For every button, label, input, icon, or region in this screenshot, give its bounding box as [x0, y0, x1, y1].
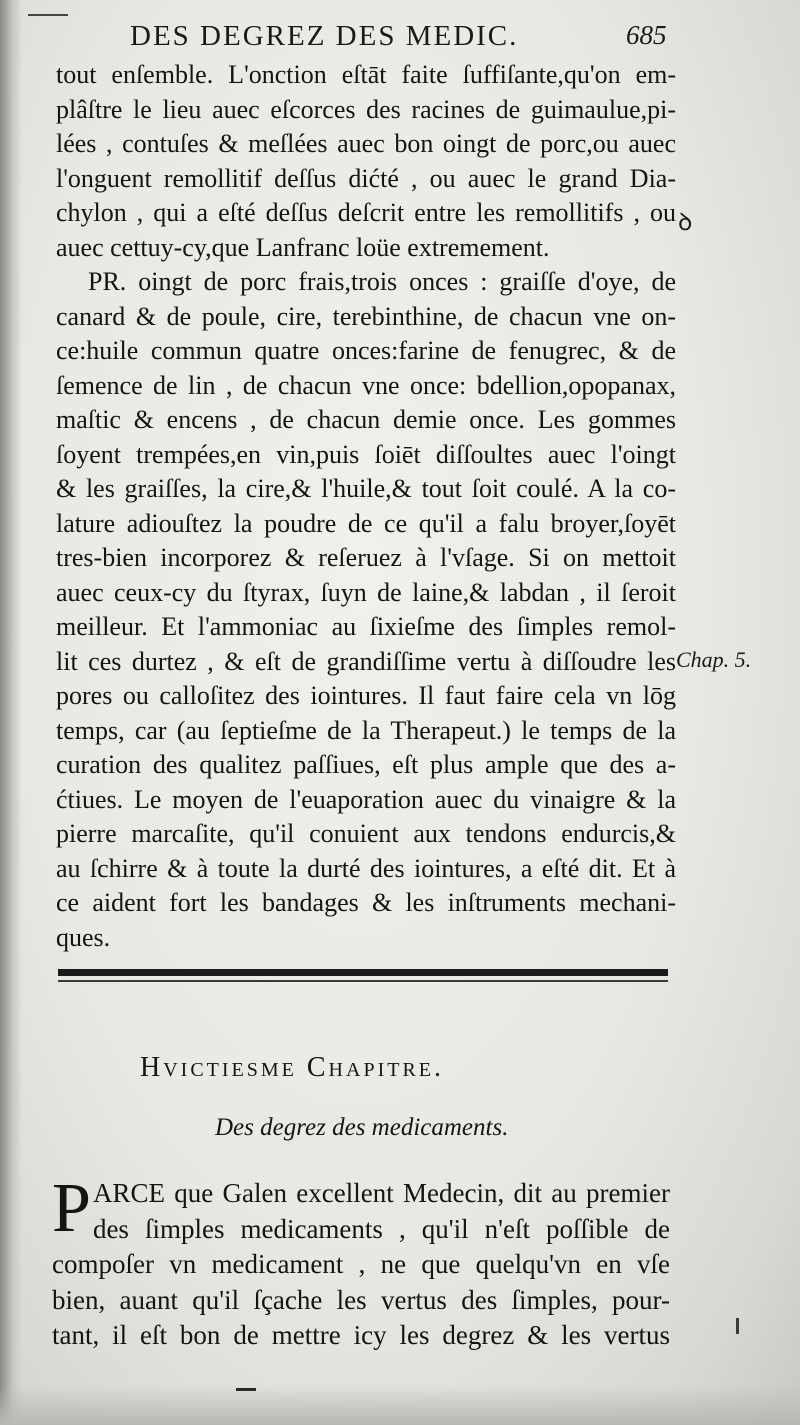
text-line: lées , contuſes & meſlées auec bon oingt de porc,ou auec — [56, 129, 676, 158]
text-line: des ſimples medicaments , qu'il n'eſt poſſible de — [92, 1213, 670, 1244]
text-line: ſoyent trempées,en vin,puis ſoiēt diſſoultes auec l'oingt — [56, 439, 676, 469]
text-line: ce:huile commun quatre onces:farine de fenugrec, & de — [56, 336, 676, 365]
text-line: auec ceux-cy du ſtyrax, ſuyn de laine,& labdan , il ſeroit — [56, 577, 676, 607]
text-line: tant, il eſt bon de mettre icy les degrez & les vertus — [52, 1320, 670, 1350]
chapter-subtitle: Des degrez des medicaments. — [215, 1114, 509, 1141]
text-line: tout enſemble. L'onction eſtāt faite ſuffiſante,qu'on em- — [56, 60, 676, 89]
page-number: 685 — [626, 20, 667, 50]
body-text-block — [56, 58, 676, 955]
text-line: lit ces durtez , & eſt de grandiſſime vertu à diſſoudre les — [56, 646, 676, 676]
chapter-heading: Hvictiesme Chapitre. — [140, 1052, 444, 1083]
text-line: tres-bien incorporez & reſeruez à l'vſage. Si on mettoit — [56, 543, 676, 572]
chapter-divider-thin-rule — [58, 980, 668, 982]
text-line: ce aident fort les bandages & les inſtruments mechani- — [56, 888, 676, 917]
text-line: compoſer vn medicament , ne que quelqu'vn en vſe — [52, 1249, 670, 1279]
chapter-opening-text — [52, 1170, 670, 1354]
running-title: DES DEGREZ DES MEDIC. — [130, 20, 519, 52]
bottom-shadow — [0, 1385, 800, 1425]
text-line: lature adiouſtez la poudre de ce qu'il a falu broyer,ſoyēt — [56, 508, 676, 538]
drop-cap: P — [52, 1170, 91, 1247]
marginal-mark: ꝺ — [678, 208, 693, 236]
text-line: chylon , qui a eſté deſſus deſcrit entre les remollitifs , ou — [56, 198, 676, 227]
bottom-mark — [236, 1388, 256, 1391]
text-line: ćtiues. Le moyen de l'euaporation auec du vinaigre & la — [56, 784, 676, 814]
text-line: ARCE que Galen excellent Medecin, dit au premier — [92, 1178, 670, 1208]
text-line: maſtic & encens , de chacun demie once. Les gommes — [56, 405, 676, 434]
text-line: & les graiſſes, la cire,& l'huile,& tout ſoit coulé. A la co- — [56, 474, 676, 503]
chapter-divider-rule — [58, 969, 668, 976]
text-line: ques. — [56, 922, 111, 952]
text-line: ſemence de lin , de chacun vne once: bdellion,opopanax, — [56, 370, 676, 400]
text-line: PR. oingt de porc frais,trois onces : graiſſe d'oye, de — [88, 267, 676, 296]
text-line: plâſtre le lieu auec eſcorces des racines de guimaulue,pi- — [56, 94, 676, 124]
text-line: curation des qualitez paſſiues, eſt plus ample que des a- — [56, 750, 676, 779]
text-line: pores ou calloſitez des iointures. Il faut faire cela vn lōg — [56, 681, 676, 710]
text-line: l'onguent remollitif deſſus dićté , ou auec le grand Dia- — [56, 163, 676, 193]
text-line: meilleur. Et l'ammoniac au ſixieſme des ſimples remol- — [56, 612, 676, 641]
margin-mark — [736, 1318, 739, 1334]
text-line: bien, auant qu'il ſçache les vertus des ſimples, pour- — [52, 1284, 670, 1315]
text-line: temps, car (au ſeptieſme de la Therapeut.) le temps de la — [56, 715, 676, 745]
text-line: pierre marcaſite, qu'il conuient aux tendons endurcis,& — [56, 819, 676, 848]
text-line: canard & de poule, cire, terebinthine, de chacun vne on- — [56, 301, 676, 331]
margin-note: Chap. 5. — [676, 647, 752, 672]
top-mark — [28, 14, 68, 16]
text-line: au ſchirre & à toute la durté des iointures, a eſté dit. Et à — [56, 853, 676, 883]
gutter-shadow — [0, 0, 22, 1425]
text-line: auec cettuy-cy,que Lanfranc loüe extremement. — [56, 232, 550, 262]
